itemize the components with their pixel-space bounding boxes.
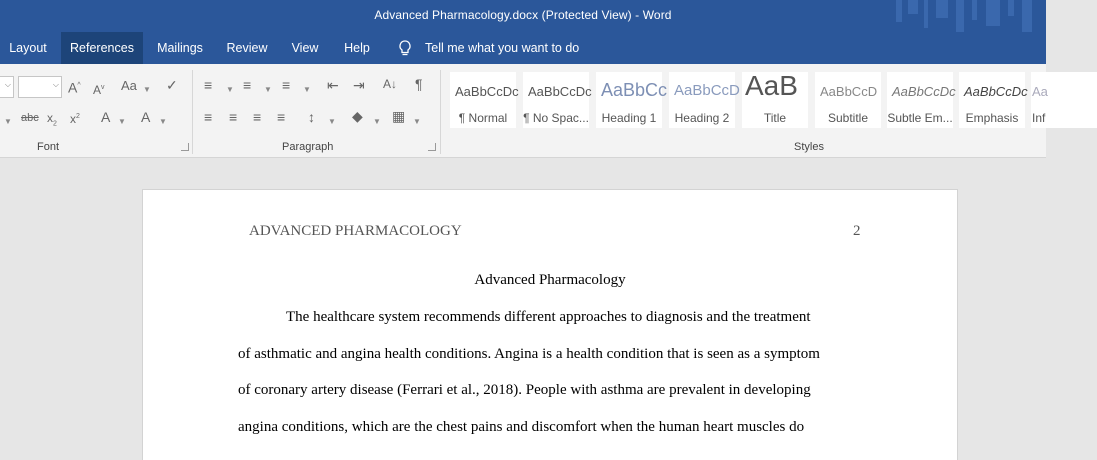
chevron-down-icon[interactable]: ▼ xyxy=(143,85,151,94)
style-sample: AaBbCcD xyxy=(674,82,740,99)
tab-mailings[interactable]: Mailings xyxy=(157,41,203,55)
style-emphasis[interactable] xyxy=(959,72,1028,128)
chevron-down-icon[interactable]: ▼ xyxy=(413,117,421,126)
chevron-down-icon[interactable]: ▼ xyxy=(118,117,126,126)
font-dialog-launcher[interactable] xyxy=(181,143,189,151)
style-sample: AaBbCcD xyxy=(820,84,878,99)
style-name: Subtle Em... xyxy=(887,111,953,125)
paragraph-line: of asthmatic and angina health conditions. Angina is a health condition that is seen as a symptom xyxy=(238,346,820,362)
increase-indent-icon[interactable]: ⇥ xyxy=(353,77,365,93)
show-paragraph-marks-icon[interactable]: ¶ xyxy=(415,76,423,92)
style-subtle-emphasis[interactable] xyxy=(887,72,956,128)
chevron-down-icon[interactable]: ▼ xyxy=(226,85,234,94)
style-sample: AaBbCcDc xyxy=(528,84,592,99)
sort-icon[interactable]: A↓ xyxy=(383,77,398,91)
borders-icon[interactable]: ▦ xyxy=(392,108,406,124)
style-sample: Aa xyxy=(1032,84,1048,99)
styles-gallery xyxy=(450,72,1046,128)
ribbon xyxy=(0,64,1046,158)
paragraph-line: angina conditions, which are the chest pains and discomfort when the human heart muscles do xyxy=(238,419,805,435)
tab-layout[interactable]: Layout xyxy=(9,41,47,55)
tab-review[interactable]: Review xyxy=(226,41,268,55)
style-sample: AaB xyxy=(745,70,798,101)
line-spacing-icon[interactable]: ↕ xyxy=(308,109,315,125)
styles-group-label: Styles xyxy=(794,141,824,153)
superscript-icon[interactable]: $x^2$ xyxy=(70,112,80,126)
font-size-dropdown[interactable]: ⌵ xyxy=(18,76,62,98)
font-group-label: Font xyxy=(37,141,60,153)
running-head: ADVANCED PHARMACOLOGY xyxy=(249,223,462,239)
paragraph-dialog-launcher[interactable] xyxy=(428,143,436,151)
style-name: ¶ Normal xyxy=(458,111,508,125)
style-sample: AaBbCcDc xyxy=(455,84,519,99)
style-name: Heading 2 xyxy=(674,111,730,125)
strikethrough-icon[interactable]: abc xyxy=(21,112,39,124)
tab-references[interactable]: References xyxy=(61,32,143,64)
grow-font-icon[interactable]: A^ xyxy=(68,79,81,96)
text-effects-icon[interactable]: A xyxy=(101,109,111,125)
document-heading: Advanced Pharmacology xyxy=(474,272,626,288)
style-heading-1[interactable] xyxy=(596,72,668,128)
paragraph-line: The healthcare system recommends different approaches to diagnosis and the treatment xyxy=(286,309,811,325)
font-name-dropdown[interactable]: ⌵ xyxy=(0,76,14,98)
paragraph-group-label: Paragraph xyxy=(282,141,334,153)
ribbon-tabs xyxy=(0,32,1046,64)
align-center-icon[interactable]: ≡ xyxy=(229,109,238,125)
window-title: Advanced Pharmacology.docx (Protected View) - Word xyxy=(374,8,672,22)
chevron-down-icon[interactable]: ▼ xyxy=(328,117,336,126)
tell-me-label: Tell me what you want to do xyxy=(425,41,580,55)
style-name: Emphasis xyxy=(965,111,1019,125)
style-sample: AaBbCc xyxy=(601,80,668,100)
style-subtitle[interactable] xyxy=(815,72,881,128)
chevron-down-icon[interactable]: ▼ xyxy=(4,117,12,126)
align-left-icon[interactable]: ≡ xyxy=(204,109,213,125)
style-intense-emphasis[interactable] xyxy=(1031,72,1097,128)
shading-icon[interactable]: ◆ xyxy=(352,108,363,124)
font-color-icon[interactable]: A xyxy=(141,109,151,125)
style-name: Title xyxy=(763,111,787,125)
title-bar xyxy=(0,0,1046,32)
style-sample: AaBbCcDc xyxy=(964,84,1028,99)
group-separator xyxy=(440,70,441,154)
shrink-font-icon[interactable]: $A^v$ xyxy=(93,83,105,97)
multilevel-list-icon[interactable]: ≡ xyxy=(282,77,291,93)
style-heading-2[interactable] xyxy=(669,72,740,128)
style-no-spacing[interactable] xyxy=(523,72,592,128)
document-page[interactable] xyxy=(142,189,958,460)
clear-formatting-icon[interactable]: ✓ xyxy=(166,77,178,93)
style-name: Inf xyxy=(1032,111,1046,125)
title-bar-pattern xyxy=(886,0,1046,32)
style-name: Heading 1 xyxy=(601,111,657,125)
decrease-indent-icon[interactable]: ⇤ xyxy=(327,77,339,93)
chevron-down-icon[interactable]: ▼ xyxy=(159,117,167,126)
tab-view[interactable]: View xyxy=(291,41,319,55)
bullets-icon[interactable]: ≡ xyxy=(204,77,213,93)
chevron-down-icon[interactable]: ▼ xyxy=(264,85,272,94)
chevron-down-icon[interactable]: ▼ xyxy=(373,117,381,126)
style-name: Subtitle xyxy=(827,111,869,125)
subscript-icon[interactable]: $x_2$ xyxy=(47,111,57,128)
group-separator xyxy=(192,70,193,154)
style-title[interactable] xyxy=(742,72,808,128)
page-number: 2 xyxy=(853,223,861,239)
tab-help[interactable]: Help xyxy=(344,41,370,55)
style-name: ¶ No Spac... xyxy=(523,111,589,125)
style-sample: AaBbCcDc xyxy=(892,84,956,99)
paragraph-line: of coronary artery disease (Ferrari et al., 2018). People with asthma are prevalent in developing xyxy=(238,382,811,398)
align-right-icon[interactable]: ≡ xyxy=(253,109,262,125)
justify-icon[interactable]: ≡ xyxy=(277,109,286,125)
lightbulb-icon xyxy=(398,40,412,57)
chevron-down-icon[interactable]: ▼ xyxy=(303,85,311,94)
change-case-icon[interactable]: Aa xyxy=(121,78,137,93)
style-normal[interactable] xyxy=(450,72,519,128)
numbering-icon[interactable]: ≡ xyxy=(243,77,252,93)
